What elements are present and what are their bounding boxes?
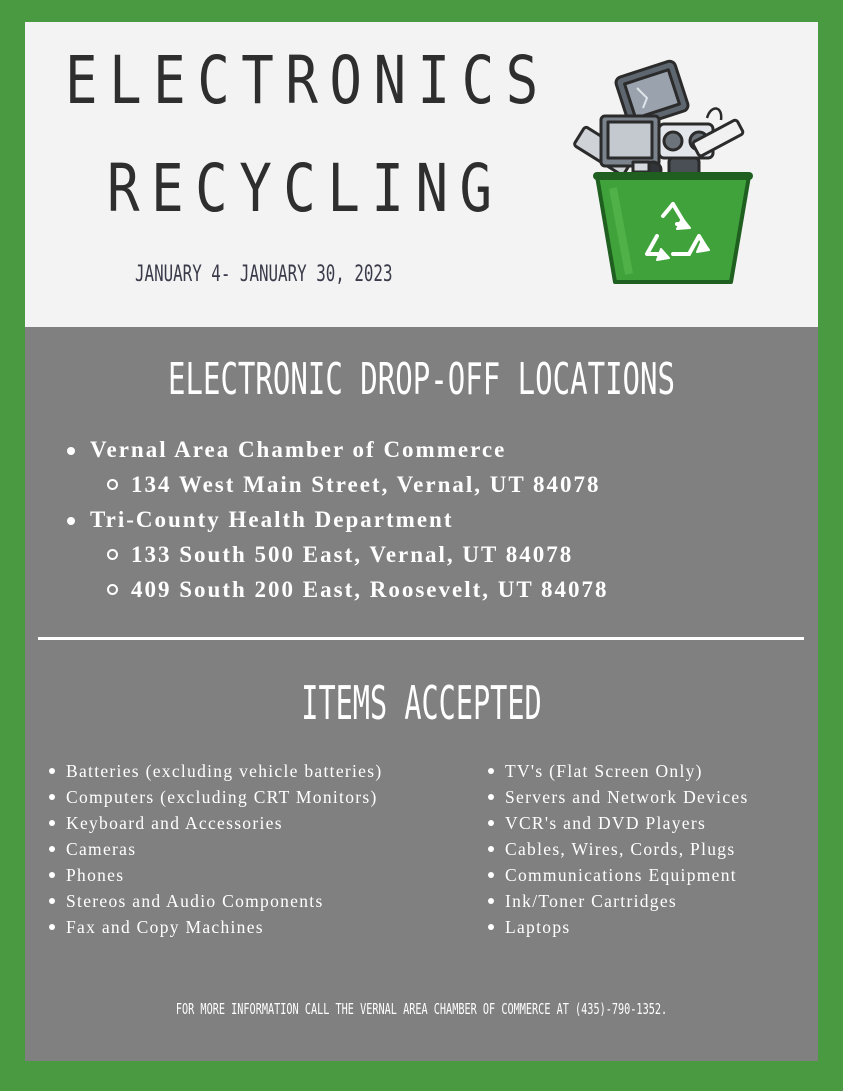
list-item: VCR's and DVD Players	[486, 810, 749, 836]
list-item: Cables, Wires, Cords, Plugs	[486, 836, 749, 862]
items-list-right	[486, 758, 749, 940]
footer-contact-info: FOR MORE INFORMATION CALL THE VERNAL AREA CHAMBER OF COMMERCE AT (435)-790-1352.	[175, 1000, 668, 1018]
list-item: Communications Equipment	[486, 862, 749, 888]
locations-heading: ELECTRONIC DROP-OFF LOCATIONS	[167, 354, 676, 405]
event-dates: JANUARY 4- JANUARY 30, 2023	[135, 262, 393, 287]
list-item: Laptops	[486, 914, 749, 940]
header-section	[25, 22, 818, 327]
flyer	[25, 22, 818, 1061]
location-name: Tri-County Health Department	[65, 502, 609, 537]
list-item: Stereos and Audio Components	[47, 888, 383, 914]
items-list-left	[47, 758, 383, 940]
list-item: Servers and Network Devices	[486, 784, 749, 810]
list-item: Keyboard and Accessories	[47, 810, 383, 836]
title-line-1: ELECTRONICS	[65, 42, 550, 119]
items-accepted-heading: ITEMS ACCEPTED	[301, 676, 542, 730]
location-address: 134 West Main Street, Vernal, UT 84078	[65, 467, 609, 502]
list-item: Batteries (excluding vehicle batteries)	[47, 758, 383, 784]
list-item: Fax and Copy Machines	[47, 914, 383, 940]
location-name: Vernal Area Chamber of Commerce	[65, 432, 609, 467]
list-item: Cameras	[47, 836, 383, 862]
list-item: TV's (Flat Screen Only)	[486, 758, 749, 784]
locations-list	[65, 432, 609, 607]
location-address: 409 South 200 East, Roosevelt, UT 84078	[65, 572, 609, 607]
section-divider	[38, 637, 804, 640]
title-line-2: RECYCLING	[107, 150, 504, 227]
location-address: 133 South 500 East, Vernal, UT 84078	[65, 537, 609, 572]
list-item: Phones	[47, 862, 383, 888]
list-item: Ink/Toner Cartridges	[486, 888, 749, 914]
electronics-recycling-bin-icon	[573, 58, 773, 288]
list-item: Computers (excluding CRT Monitors)	[47, 784, 383, 810]
